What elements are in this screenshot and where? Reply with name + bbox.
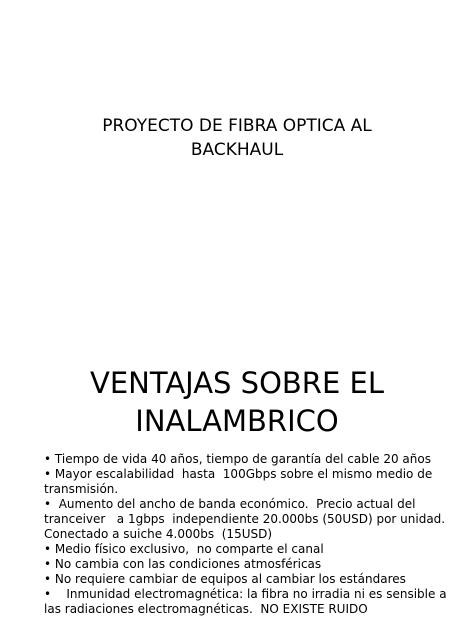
list-item: • No cambia con las condiciones atmosféricas xyxy=(44,557,322,571)
list-item: • Aumento del ancho de banda económico. Precio actual del tranceiver a 1gbps independiente 20.000bs (50USD) por unidad. Conectado a suiche 4.000bs (15USD) xyxy=(44,497,453,541)
list-item: • Inmunidad electromagnética: la fibra no irradia ni es sensible a las radiaciones electromagnéticas. NO EXISTE RUIDO xyxy=(44,587,451,616)
section-heading xyxy=(0,364,474,440)
section-heading-line-1: VENTAJAS SOBRE EL xyxy=(90,366,384,400)
advantages-list xyxy=(44,452,464,617)
list-item: • Tiempo de vida 40 años, tiempo de garantía del cable 20 años xyxy=(44,452,431,466)
list-item: • Medio físico exclusivo, no comparte el canal xyxy=(44,542,324,556)
slide-title-line-2: BACKHAUL xyxy=(190,140,284,160)
slide-title xyxy=(0,114,474,162)
slide-title-line-1: PROYECTO DE FIBRA OPTICA AL xyxy=(102,116,372,136)
list-item: • No requiere cambiar de equipos al cambiar los estándares xyxy=(44,572,406,586)
list-item: • Mayor escalabilidad hasta 100Gbps sobre el mismo medio de transmisión. xyxy=(44,467,437,496)
section-heading-line-2: INALAMBRICO xyxy=(135,404,339,438)
